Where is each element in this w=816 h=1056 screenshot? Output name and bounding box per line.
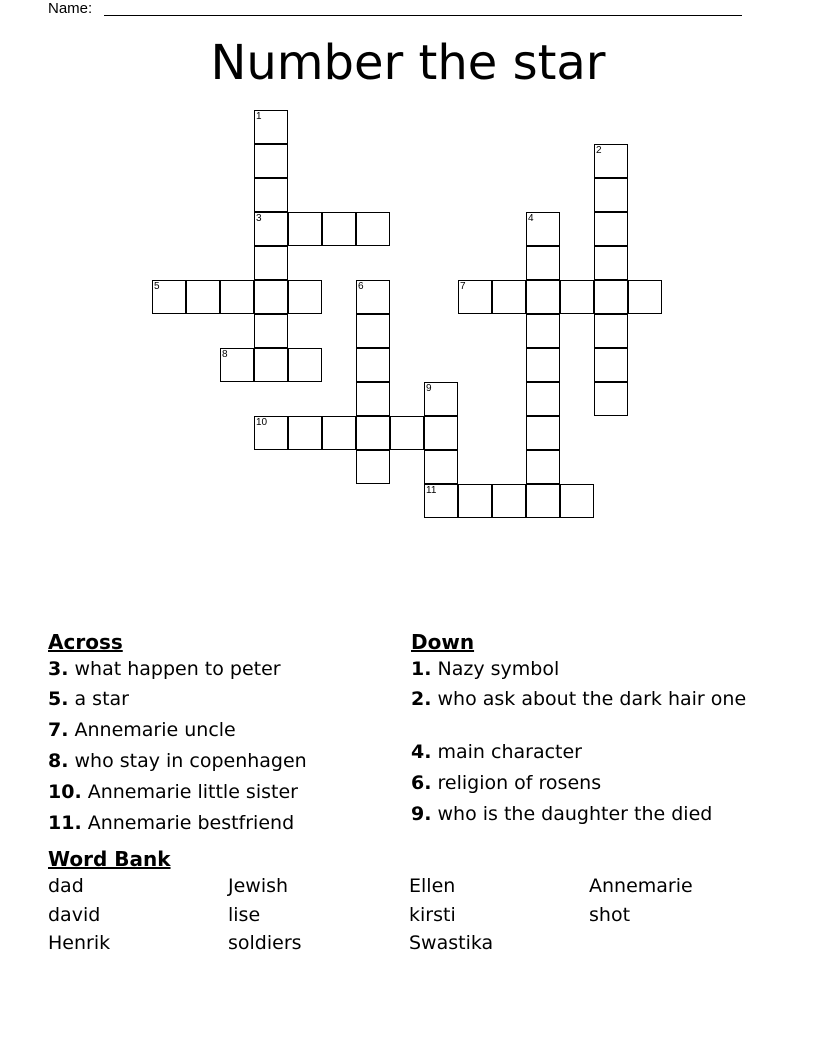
grid-cell[interactable] [594,382,628,416]
down-clue-9: 9. who is the daughter the died [411,803,713,825]
across-clue-8: 8. who stay in copenhagen [48,750,307,772]
clue-number: 10 [256,417,268,428]
grid-cell[interactable] [526,382,560,416]
clue-number: 9 [426,383,432,394]
word-bank-item: Jewish [228,875,289,897]
grid-cell[interactable] [322,416,356,450]
grid-cell[interactable] [254,314,288,348]
word-bank-item: Annemarie [589,875,693,897]
grid-cell[interactable] [594,178,628,212]
grid-cell[interactable] [288,416,322,450]
grid-cell[interactable] [390,416,424,450]
grid-cell[interactable] [356,314,390,348]
grid-cell[interactable] [526,348,560,382]
grid-cell[interactable] [254,280,288,314]
grid-cell[interactable] [254,178,288,212]
page-title: Number the star [210,35,606,91]
grid-cell[interactable] [424,450,458,484]
grid-cell[interactable] [560,280,594,314]
grid-cell[interactable] [220,280,254,314]
grid-cell[interactable] [526,280,560,314]
clue-number: 7 [460,281,466,292]
grid-cell[interactable] [594,246,628,280]
down-clue-6: 6. religion of rosens [411,772,602,794]
word-bank-heading: Word Bank [48,847,171,871]
grid-cell[interactable] [186,280,220,314]
across-clue-3: 3. what happen to peter [48,658,281,680]
word-bank-item: dad [48,875,84,897]
grid-cell[interactable] [288,212,322,246]
grid-cell[interactable] [254,348,288,382]
grid-cell[interactable] [526,314,560,348]
word-bank-item: Henrik [48,932,111,954]
grid-cell[interactable] [594,348,628,382]
down-clue-1: 1. Nazy symbol [411,658,560,680]
grid-cell[interactable] [254,246,288,280]
word-bank-item: soldiers [228,932,302,954]
down-clue-4: 4. main character [411,741,582,763]
word-bank-item: david [48,904,101,926]
grid-cell[interactable] [254,144,288,178]
down-clue-2: 2. who ask about the dark hair one [411,688,747,710]
clue-number: 1 [256,111,262,122]
grid-cell[interactable] [594,314,628,348]
grid-cell[interactable] [492,484,526,518]
grid-cell[interactable] [322,212,356,246]
across-clue-5: 5. a star [48,688,129,710]
down-heading: Down [411,630,475,654]
across-clue-10: 10. Annemarie little sister [48,781,298,803]
grid-cell[interactable] [560,484,594,518]
word-bank-item: lise [228,904,261,926]
grid-cell[interactable] [356,450,390,484]
grid-cell[interactable] [526,484,560,518]
grid-cell[interactable] [492,280,526,314]
grid-cell[interactable] [594,212,628,246]
grid-cell[interactable] [356,382,390,416]
clue-number: 11 [426,485,437,496]
clue-number: 5 [154,281,160,292]
grid-cell[interactable] [594,280,628,314]
across-clue-11: 11. Annemarie bestfriend [48,812,295,834]
grid-cell[interactable] [526,416,560,450]
clue-number: 4 [528,213,534,224]
across-clue-7: 7. Annemarie uncle [48,719,236,741]
word-bank-item: Swastika [409,932,494,954]
grid-cell[interactable] [288,280,322,314]
word-bank-item: shot [589,904,631,926]
grid-cell[interactable] [356,348,390,382]
across-heading: Across [48,630,123,654]
grid-cell[interactable] [424,416,458,450]
grid-cell[interactable] [356,212,390,246]
word-bank-item: kirsti [409,904,456,926]
grid-cell[interactable] [628,280,662,314]
clue-number: 2 [596,145,602,156]
clue-number: 6 [358,281,364,292]
grid-cell[interactable] [526,450,560,484]
grid-cell[interactable] [526,246,560,280]
word-bank-item: Ellen [409,875,456,897]
name-label: Name: [48,0,93,17]
clue-number: 8 [222,349,228,360]
clue-number: 3 [256,213,262,224]
grid-cell[interactable] [458,484,492,518]
grid-cell[interactable] [288,348,322,382]
grid-cell[interactable] [356,416,390,450]
